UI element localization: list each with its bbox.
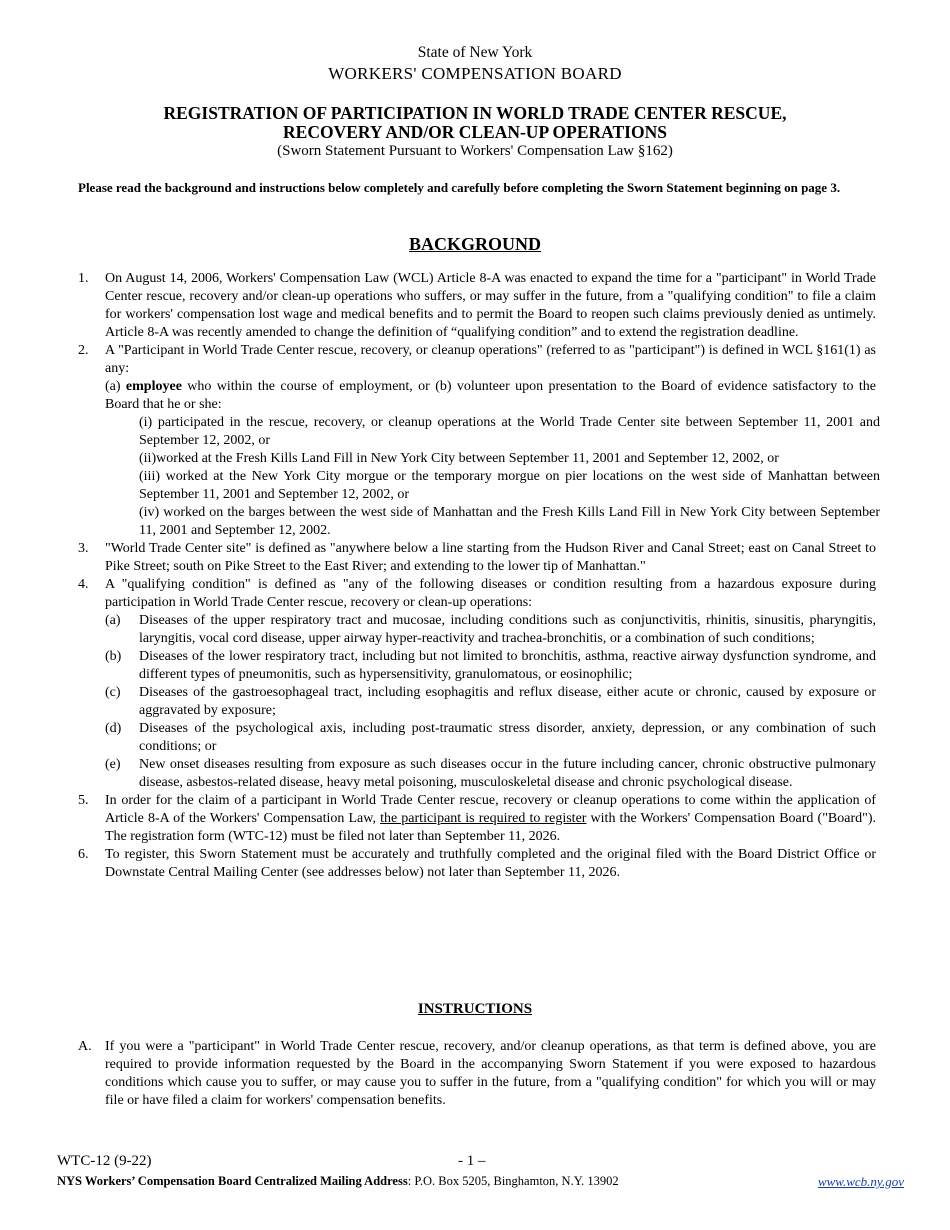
title-line-1: REGISTRATION OF PARTICIPATION IN WORLD TRADE CENTER RESCUE, (163, 103, 787, 123)
item-text: A "qualifying condition" is defined as "any of the following diseases or condition resulting from a hazardous exposure during participation in World Trade Center rescue, recovery or clean-up operations: (105, 577, 876, 610)
condition-e (105, 756, 876, 792)
mailing-address (57, 1174, 619, 1189)
background-item-5 (78, 792, 876, 846)
page-number: - 1 – (458, 1153, 486, 1169)
criterion-iv: (iv) worked on the barges between the west side of Manhattan and the Fresh Kills Land Fill in New York City between September 11, 2001 and September 12, 2002. (139, 505, 880, 538)
item-text: A "Participant in World Trade Center rescue, recovery, or cleanup operations" (referred to as "participant") is defined in WCL §161(1) as any: (105, 343, 876, 376)
criterion-iii: (iii) worked at the New York City morgue or the temporary morgue on pier locations on the west side of Manhattan between September 11, 2001 and September 12, 2002, or (139, 469, 880, 502)
document-title (0, 104, 950, 142)
condition-text: Diseases of the lower respiratory tract, including but not limited to bronchitis, asthma, reactive airway dysfunction syndrome, and different types of pneumonitis, such as hypersensitivity, granulomatous, or eosinophilic; (139, 649, 876, 682)
item-number: 4. (78, 577, 89, 592)
condition-text: New onset diseases resulting from exposure as such diseases occur in the future including cancer, chronic obstructive pulmonary disease, asbestos-related disease, heavy metal poisoning, musculoskeletal disease and chronic psychological disease. (139, 757, 876, 790)
condition-letter: (b) (105, 649, 122, 664)
background-item-3 (78, 540, 876, 576)
item-text-end: with the Workers' Compensation Board ("Board"). The registration form (WTC-12) must be filed not later than September 11, 2026. (105, 811, 877, 844)
participant-types (105, 378, 876, 414)
item-text: If you were a "participant" in World Trade Center rescue, recovery, and/or cleanup operations, as that term is defined above, you are required to provide information requested by the Board in the accompanying Sworn Statement if you were exposed to hazardous conditions which cause you to suffer, or may cause you to suffer in the future, from a "qualifying condition" for which you will or may file or have filed a claim for workers' compensation benefits. (105, 1039, 876, 1108)
intro-notice: Please read the background and instructions below completely and carefully before completing the Sworn Statement beginning on page 3. (78, 180, 841, 195)
criterion-ii: (ii)worked at the Fresh Kills Land Fill in New York City between September 11, 2001 and September 12, 2002, or (139, 451, 779, 466)
item-number: 6. (78, 847, 89, 862)
item-text (105, 792, 876, 846)
employee-term: employee (125, 379, 182, 394)
condition-letter: (d) (105, 721, 122, 736)
instructions-heading: INSTRUCTIONS (417, 1001, 533, 1017)
background-item-1 (78, 270, 876, 342)
criterion-i: (i) participated in the rescue, recovery, or cleanup operations at the World Trade Center site between September 11, 2001 and September 12, 2002, or (139, 415, 880, 448)
item-number: 1. (78, 271, 89, 286)
condition-a (105, 612, 876, 648)
registration-requirement: the participant is required to register (380, 811, 587, 826)
background-item-2 (78, 342, 880, 540)
mailing-address-label: NYS Workers’ Compensation Board Centralized Mailing Address (57, 1174, 408, 1188)
background-list (78, 270, 880, 882)
title-line-2: RECOVERY AND/OR CLEAN-UP OPERATIONS (283, 122, 667, 142)
item-number: 3. (78, 541, 89, 556)
header-state: State of New York (417, 44, 533, 61)
header-board: WORKERS' COMPENSATION BOARD (328, 64, 622, 83)
condition-letter: (c) (105, 685, 121, 700)
condition-text: Diseases of the upper respiratory tract and mucosae, including conditions such as conjunctivitis, rhinitis, sinusitis, pharyngitis, laryngitis, vocal cord disease, upper airway hyper-reactivity and trachea-bronchitis, or a combination of such conditions; (139, 613, 876, 646)
item-text: To register, this Sworn Statement must be accurately and truthfully completed and the original filed with the Board District Office or Downstate Central Mailing Center (see addresses below) not later than September 11, 2026. (105, 847, 876, 880)
item-letter: A. (78, 1039, 92, 1054)
instruction-item-a (78, 1038, 876, 1110)
document-subtitle: (Sworn Statement Pursuant to Workers' Compensation Law §162) (277, 143, 673, 159)
condition-letter: (e) (105, 757, 121, 772)
condition-text: Diseases of the gastroesophageal tract, including esophagitis and reflux disease, either acute or chronic, caused by exposure or aggravated by exposure; (139, 685, 876, 718)
item-number: 5. (78, 793, 89, 808)
item-text-start: In order for the claim of a participant in World Trade Center rescue, recovery or cleanup operations to come within the application of Article 8-A of the Workers' Compensation Law, (105, 793, 876, 826)
condition-b (105, 648, 876, 684)
form-identifier: WTC-12 (9-22) (57, 1153, 152, 1169)
item-text: "World Trade Center site" is defined as "anywhere below a line starting from the Hudson River and Canal Street; east on Canal Street to Pike Street; south on Pike Street to the East River; and extending to the lower tip of Manhattan." (105, 541, 876, 574)
mailing-address-value: : P.O. Box 5205, Binghamton, N.Y. 13902 (407, 1174, 619, 1188)
background-item-6 (78, 846, 876, 882)
background-item-4 (78, 576, 876, 792)
type-a-prefix: (a) (105, 379, 121, 394)
condition-letter: (a) (105, 613, 121, 628)
condition-d (105, 720, 876, 756)
instructions-list (78, 1038, 876, 1110)
website-link[interactable]: www.wcb.ny.gov (817, 1174, 904, 1189)
background-heading: BACKGROUND (408, 234, 541, 254)
item-number: 2. (78, 343, 89, 358)
condition-text: Diseases of the psychological axis, including post-traumatic stress disorder, anxiety, depression, or any combination of such conditions; or (139, 721, 876, 754)
item-text: On August 14, 2006, Workers' Compensation Law (WCL) Article 8-A was enacted to expand the time for a "participant" in World Trade Center rescue, recovery and/or clean-up operations who suffers, or may suffer in the future, from a "qualifying condition" to file a claim for workers' compensation lost wage and medical benefits and to permit the Board to reopen such claims previously denied as untimely. Article 8-A was recently amended to change the definition of “qualifying condition” and to extend the registration deadline. (105, 271, 876, 340)
condition-c (105, 684, 876, 720)
type-a-rest: who within the course of employment, or (b) volunteer upon presentation to the Board of evidence satisfactory to the Board that he or she: (105, 379, 876, 412)
